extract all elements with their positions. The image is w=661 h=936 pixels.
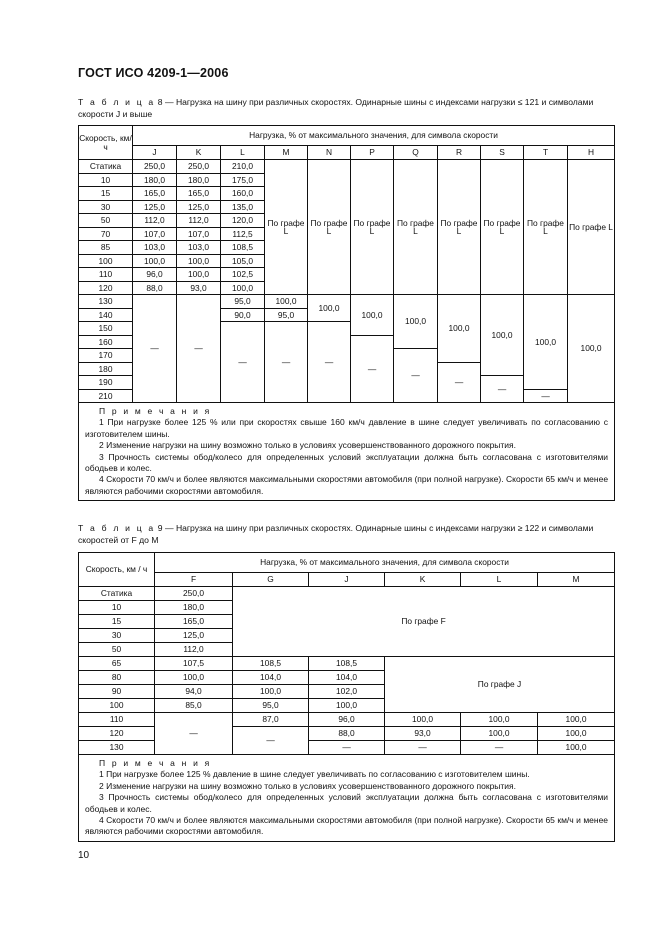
table8-speed: 180: [79, 362, 133, 376]
table8-notes: [79, 403, 615, 501]
table8-per-graph-l: По графе L: [438, 160, 481, 295]
table9-speed-header: Скорость, км / ч: [79, 553, 155, 587]
table9-cell: 250,0: [155, 587, 233, 601]
table8-cell: 103,0: [133, 241, 177, 255]
table8-speed: 30: [79, 200, 133, 214]
table9-cell: 107,5: [155, 657, 233, 671]
table9-dash: —: [385, 741, 461, 755]
table8-note: 2 Изменение нагрузки на шину возможно только в условиях усовершенствованного дорожного покрытия.: [99, 440, 517, 451]
table9-speed: Статика: [79, 587, 155, 601]
table8-cell: 125,0: [133, 200, 177, 214]
table8-dash: —: [308, 322, 351, 403]
table9-symbol: K: [385, 573, 461, 587]
table9-cell: 108,5: [309, 657, 385, 671]
table9-notes-heading: П р и м е ч а н и я: [99, 758, 212, 768]
table8-speed: 130: [79, 295, 133, 309]
table9-dash: —: [233, 727, 309, 755]
table8-cell: 93,0: [177, 281, 221, 295]
table9-dash: —: [461, 741, 538, 755]
table8-symbol: K: [177, 146, 221, 160]
table8-speed: 160: [79, 335, 133, 349]
table8: [78, 125, 615, 501]
table9-cell: 165,0: [155, 615, 233, 629]
table8-cell: 112,0: [177, 214, 221, 228]
table9-cell: 100,0: [538, 727, 615, 741]
table8-caption: [78, 96, 618, 120]
table8-cell: 100,0: [481, 295, 524, 376]
table9-cell: 100,0: [461, 727, 538, 741]
table9-cell: 100,0: [155, 671, 233, 685]
table9-cell: 125,0: [155, 629, 233, 643]
table9-speed: 100: [79, 699, 155, 713]
table8-cell: 120,0: [221, 214, 265, 228]
table8-note: 1 При нагрузке более 125 % или при скоростях свыше 160 км/ч давление в шине следует увеличивать по согласованию с изготовителем шины.: [85, 417, 609, 439]
table9-caption: [78, 522, 618, 546]
table8-symbol: J: [133, 146, 177, 160]
table8-cell: 100,0: [221, 281, 265, 295]
table8-cell: 100,0: [524, 295, 568, 390]
table8-speed: 170: [79, 349, 133, 363]
document-header: ГОСТ ИСО 4209-1—2006: [78, 66, 229, 80]
table9-cell: 104,0: [233, 671, 309, 685]
table9-symbol: M: [538, 573, 615, 587]
table8-note: 4 Скорости 70 км/ч и более являются максимальными скоростями автомобиля (при полной нагрузке). Скорости 65 км/ч и менее являются рабочими скоростями автомобиля.: [85, 474, 609, 496]
table9-speed: 80: [79, 671, 155, 685]
table8-per-graph-l: По графе L: [265, 160, 308, 295]
table8-per-graph-l: По графе L: [524, 160, 568, 295]
table8-cell: 100,0: [394, 295, 438, 349]
table8-symbol: M: [265, 146, 308, 160]
table9-load-header: Нагрузка, % от максимального значения, для символа скорости: [155, 553, 615, 573]
table9-symbol: G: [233, 573, 309, 587]
table8-speed: 70: [79, 227, 133, 241]
table9-speed: 90: [79, 685, 155, 699]
table9-cell: 100,0: [538, 741, 615, 755]
table9-notes: [79, 755, 615, 842]
table9-note: 4 Скорости 70 км/ч и более являются максимальными скоростями автомобиля (при полной нагрузке). Скорости 65 км/ч и менее являются рабочими скоростями автомобиля.: [85, 815, 609, 837]
table8-caption-label: Т а б л и ц а: [78, 97, 156, 107]
table8-per-graph-l: По графе L: [351, 160, 394, 295]
table8-symbol: P: [351, 146, 394, 160]
table9-cell: 85,0: [155, 699, 233, 713]
table9-cell: 95,0: [233, 699, 309, 713]
table9-cell: 87,0: [233, 713, 309, 727]
table8-cell: 180,0: [177, 173, 221, 187]
table8-symbol: T: [524, 146, 568, 160]
table8-symbol: N: [308, 146, 351, 160]
table8-cell: 100,0: [438, 295, 481, 363]
table8-symbol: Q: [394, 146, 438, 160]
table8-cell: 100,0: [351, 295, 394, 336]
table9-note: 2 Изменение нагрузки на шину возможно только в условиях усовершенствованного дорожного покрытия.: [99, 780, 517, 791]
table8-speed: 85: [79, 241, 133, 255]
table9-per-graph-f: По графе F: [233, 587, 615, 657]
table9-speed: 130: [79, 741, 155, 755]
table8-symbol: S: [481, 146, 524, 160]
table9-cell: 94,0: [155, 685, 233, 699]
table8-cell: 100,0: [177, 268, 221, 282]
table8-cell: 210,0: [221, 160, 265, 174]
table8-cell: 102,5: [221, 268, 265, 282]
table8-dash: —: [481, 376, 524, 403]
table8-speed: Статика: [79, 160, 133, 174]
table9-dash: —: [155, 713, 233, 755]
table8-cell: 107,0: [177, 227, 221, 241]
table8-cell: 180,0: [133, 173, 177, 187]
table9-note: 3 Прочность системы обод/колесо для определенных условий эксплуатации должна быть согласована с изготовителями ободьев и колес.: [85, 792, 609, 814]
table8-cell: 112,5: [221, 227, 265, 241]
table9-cell: 180,0: [155, 601, 233, 615]
table9-speed: 120: [79, 727, 155, 741]
table8-speed: 100: [79, 254, 133, 268]
page-number: 10: [78, 850, 90, 861]
table8-speed-header: Скорость, км/ч: [79, 126, 133, 160]
table9-symbol: J: [309, 573, 385, 587]
table8-cell: 96,0: [133, 268, 177, 282]
table8-cell: 165,0: [177, 187, 221, 201]
table8-cell: 100,0: [177, 254, 221, 268]
table8-speed: 140: [79, 308, 133, 322]
table9-symbol: F: [155, 573, 233, 587]
table8-caption-text: 8 — Нагрузка на шину при различных скоростях. Одинарные шины с индексами нагрузки ≤ 121 и символами скорости J и выше: [78, 97, 594, 119]
table8-per-graph-l: По графе L: [568, 160, 615, 295]
table8-symbol: L: [221, 146, 265, 160]
table8-cell: 88,0: [133, 281, 177, 295]
table9-cell: 102,0: [309, 685, 385, 699]
table9-speed: 110: [79, 713, 155, 727]
table9-speed: 30: [79, 629, 155, 643]
table8-symbol: R: [438, 146, 481, 160]
table9-cell: 96,0: [309, 713, 385, 727]
table9-dash: —: [309, 741, 385, 755]
table9-speed: 10: [79, 601, 155, 615]
table9-cell: 104,0: [309, 671, 385, 685]
table8-cell: 95,0: [221, 295, 265, 309]
table8-dash: —: [133, 295, 177, 403]
table9-speed: 65: [79, 657, 155, 671]
table9-cell: 100,0: [309, 699, 385, 713]
table9-cell: 93,0: [385, 727, 461, 741]
table8-speed: 50: [79, 214, 133, 228]
table8-cell: 107,0: [133, 227, 177, 241]
table8-note: 3 Прочность системы обод/колесо для определенных условий эксплуатации должна быть согласована с изготовителями ободьев и колес.: [85, 451, 609, 474]
table9-cell: 100,0: [538, 713, 615, 727]
table8-per-graph-l: По графе L: [481, 160, 524, 295]
table8-cell: 103,0: [177, 241, 221, 255]
table9-cell: 100,0: [233, 685, 309, 699]
table8-cell: 95,0: [265, 308, 308, 322]
table8-cell: 160,0: [221, 187, 265, 201]
table8-per-graph-l: По графе L: [394, 160, 438, 295]
table8-dash: —: [351, 335, 394, 403]
table9-speed: 15: [79, 615, 155, 629]
table8-dash: —: [524, 389, 568, 403]
table8-cell: 100,0: [265, 295, 308, 309]
table8-load-header: Нагрузка, % от максимального значения, для символа скорости: [133, 126, 615, 146]
table8-cell: 100,0: [568, 295, 615, 403]
table8-dash: —: [265, 322, 308, 403]
table8-notes-heading: П р и м е ч а н и я: [99, 406, 212, 416]
table9-speed: 50: [79, 643, 155, 657]
table8-dash: —: [221, 322, 265, 403]
table8-cell: 100,0: [308, 295, 351, 322]
table8-dash: —: [177, 295, 221, 403]
table9-symbol: L: [461, 573, 538, 587]
table8-cell: 112,0: [133, 214, 177, 228]
table8-speed: 120: [79, 281, 133, 295]
table8-cell: 135,0: [221, 200, 265, 214]
table9-cell: 108,5: [233, 657, 309, 671]
table8-symbol: H: [568, 146, 615, 160]
table9-per-graph-j: По графе J: [385, 657, 615, 713]
table8-cell: 100,0: [133, 254, 177, 268]
table8-speed: 15: [79, 187, 133, 201]
table8-cell: 165,0: [133, 187, 177, 201]
table8-speed: 210: [79, 389, 133, 403]
table8-speed: 190: [79, 376, 133, 390]
table9: [78, 552, 615, 842]
table8-dash: —: [438, 362, 481, 403]
table8-cell: 105,0: [221, 254, 265, 268]
table9-note: 1 При нагрузке более 125 % давление в шине следует увеличивать по согласованию с изготовителем шины.: [99, 769, 530, 780]
table8-cell: 90,0: [221, 308, 265, 322]
table8-cell: 250,0: [133, 160, 177, 174]
table8-speed: 110: [79, 268, 133, 282]
table8-speed: 150: [79, 322, 133, 336]
table9-caption-label: Т а б л и ц а: [78, 523, 156, 533]
table8-cell: 125,0: [177, 200, 221, 214]
table8-dash: —: [394, 349, 438, 403]
table9-caption-text: 9 — Нагрузка на шину при различных скоростях. Одинарные шины с индексами нагрузки ≥ 122 и символами скоростей от F до M: [78, 523, 594, 545]
table9-cell: 100,0: [385, 713, 461, 727]
table8-cell: 175,0: [221, 173, 265, 187]
table8-per-graph-l: По графе L: [308, 160, 351, 295]
table8-cell: 108,5: [221, 241, 265, 255]
table9-cell: 112,0: [155, 643, 233, 657]
table8-speed: 10: [79, 173, 133, 187]
table9-cell: 100,0: [461, 713, 538, 727]
table9-cell: 88,0: [309, 727, 385, 741]
table8-cell: 250,0: [177, 160, 221, 174]
